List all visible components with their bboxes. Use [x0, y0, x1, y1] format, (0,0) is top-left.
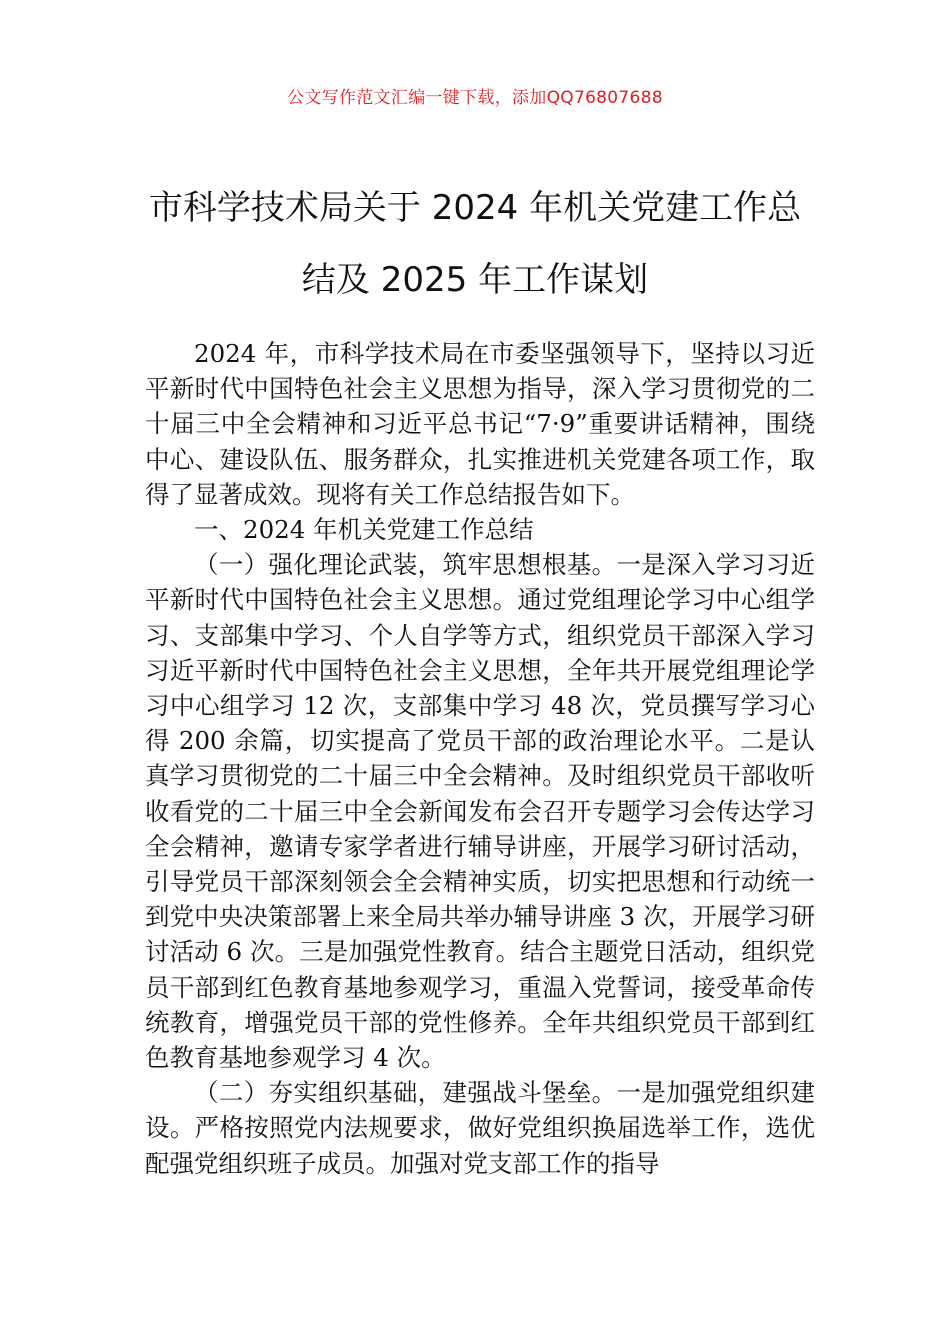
body-paragraph: （二）夯实组织基础，建强战斗堡垒。一是加强党组织建设。严格按照党内法规要求，做好党组织换届选举工作，选优配强党组织班子成员。加强对党支部工作的指导 — [145, 1078, 815, 1178]
watermark-notice: 公文写作范文汇编一键下载，添加QQ76807688 — [287, 88, 663, 108]
title-line-1: 市科学技术局关于 2024 年机关党建工作总 — [148, 188, 802, 228]
intro-paragraph: 2024 年，市科学技术局在市委坚强领导下，坚持以习近平新时代中国特色社会主义思想为指导，深入学习贯彻党的二十届三中全会精神和习近平总书记“7·9”重要讲话精神，围绕中心、建设队伍、服务群众，扎实推进机关党建各项工作，取得了显著成效。现将有关工作总结报告如下。 — [145, 339, 815, 509]
section-heading: 一、2024 年机关党建工作总结 — [194, 515, 534, 545]
document-title — [120, 172, 830, 316]
body-paragraph: （一）强化理论武装，筑牢思想根基。一是深入学习习近平新时代中国特色社会主义思想。通过党组理论学习中心组学习、支部集中学习、个人自学等方式，组织党员干部深入学习习近平新时代中国特色社会主义思想，全年共开展党组理论学习中心组学习 12 次，支部集中学习 48 次，党员撰写学习心得 200 余篇，切实提高了党员干部的政治理论水平。二是认真学习贯彻党的二十届三中全会精神。及时组织党员干部收听收看党的二十届三中全会新闻发布会召开专题学习会传达学习全会精神，邀请专家学者进行辅导讲座，开展学习研讨活动，引导党员干部深刻领会全会精神实质，切实把思想和行动统一到党中央决策部署上来全局共举办辅导讲座 3 次，开展学习研讨活动 6 次。三是加强党性教育。结合主题党日活动，组织党员干部到红色教育基地参观学习，重温入党誓词，接受革命传统教育，增强党员干部的党性修养。全年共组织党员干部到红色教育基地参观学习 4 次。 — [145, 550, 815, 1073]
document-body — [145, 336, 815, 1181]
title-line-2: 结及 2025 年工作谋划 — [301, 260, 649, 300]
